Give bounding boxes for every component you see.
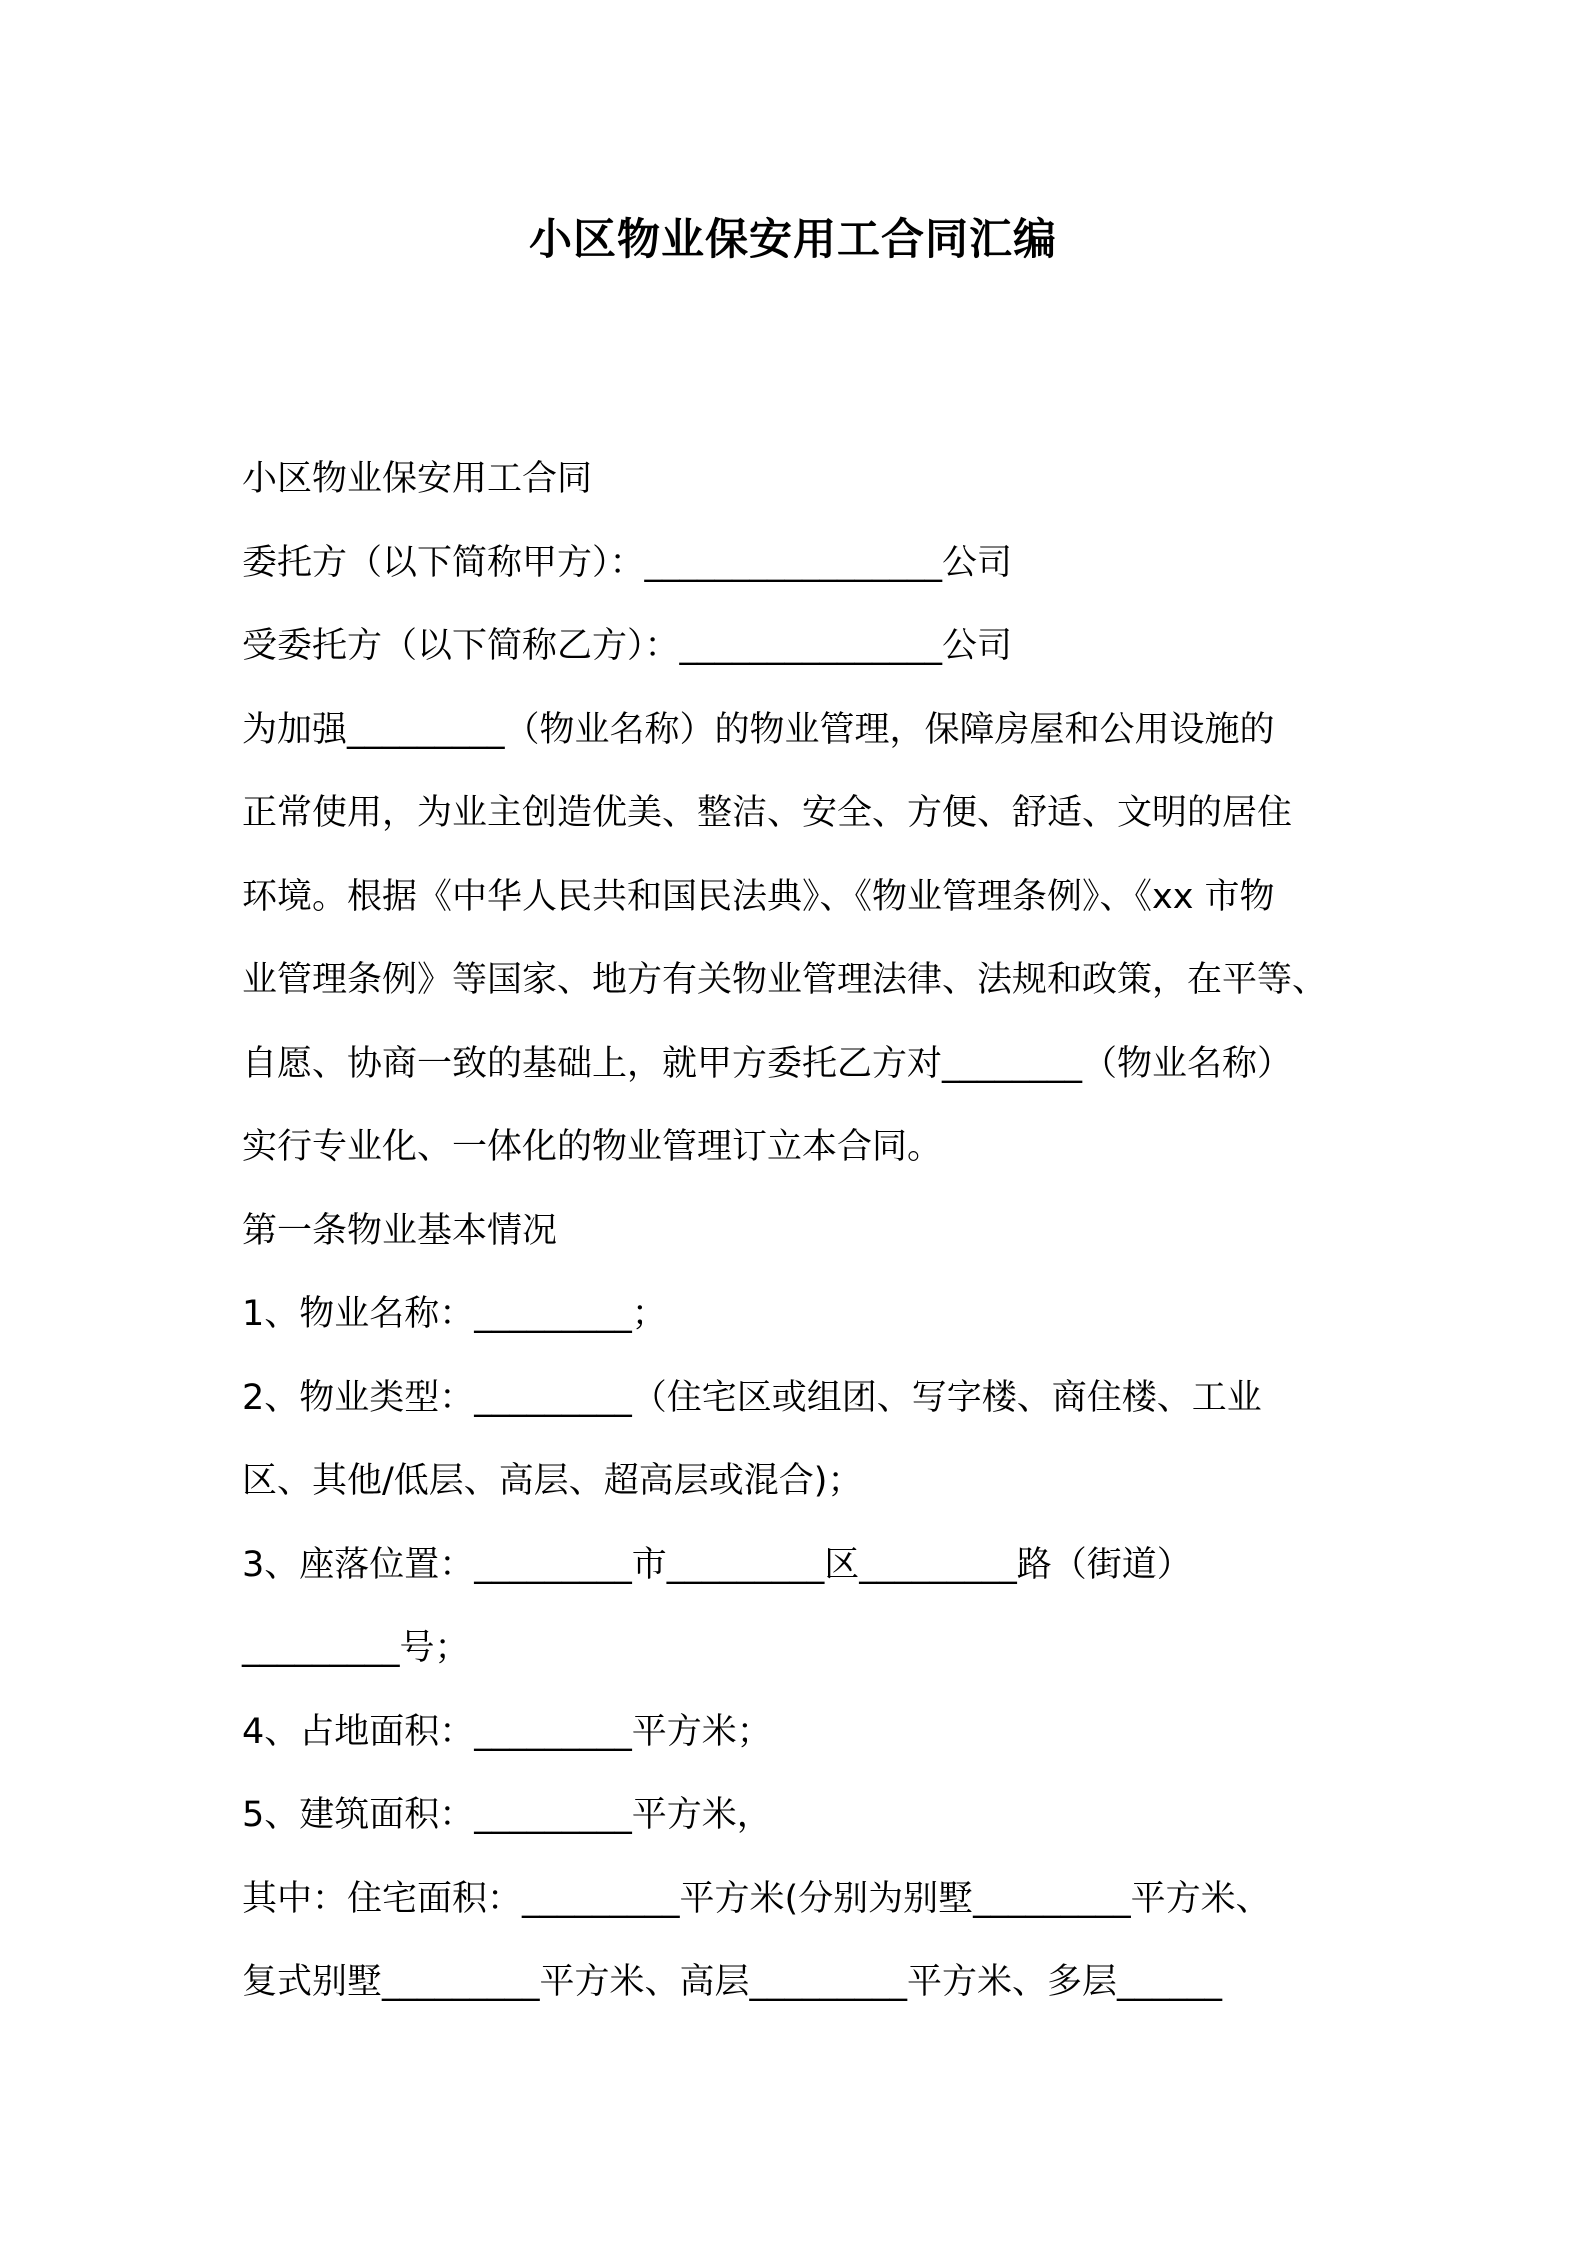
contract-heading: 小区物业保安用工合同 bbox=[242, 459, 593, 499]
item-residential-area: 其中：住宅面积：_________平方米(分别为别墅_________平方米、 bbox=[242, 1879, 1271, 1919]
document-title: 小区物业保安用工合同汇编 bbox=[529, 215, 1057, 265]
item-location-cont: _________号； bbox=[242, 1628, 470, 1668]
preamble-line-5: 自愿、协商一致的基础上，就甲方委托乙方对________（物业名称） bbox=[242, 1044, 1293, 1084]
preamble-line-2: 正常使用，为业主创造优美、整洁、安全、方便、舒适、文明的居住 bbox=[242, 793, 1293, 833]
item-land-area: 4、占地面积：_________平方米； bbox=[242, 1712, 772, 1752]
item-property-name: 1、物业名称：_________； bbox=[242, 1294, 667, 1334]
item-residential-area-cont: 复式别墅_________平方米、高层_________平方米、多层______ bbox=[242, 1962, 1223, 2002]
party-b-line: 受委托方（以下简称乙方）：_______________公司 bbox=[242, 626, 1013, 666]
item-building-area: 5、建筑面积：_________平方米， bbox=[242, 1795, 772, 1835]
preamble-line-6: 实行专业化、一体化的物业管理订立本合同。 bbox=[242, 1127, 943, 1167]
item-property-type-cont: 区、其他/低层、高层、超高层或混合)； bbox=[242, 1461, 863, 1501]
preamble-line-3: 环境。根据《中华人民共和国民法典》、《物业管理条例》、《xx 市物 bbox=[242, 877, 1275, 917]
item-location: 3、座落位置：_________市_________区_________路（街道） bbox=[242, 1545, 1192, 1585]
item-property-type: 2、物业类型：_________（住宅区或组团、写字楼、商住楼、工业 bbox=[242, 1378, 1262, 1418]
preamble-line-1: 为加强_________（物业名称）的物业管理，保障房屋和公用设施的 bbox=[242, 710, 1275, 750]
article-1-heading: 第一条物业基本情况 bbox=[242, 1211, 558, 1251]
party-a-line: 委托方（以下简称甲方）：_________________公司 bbox=[242, 543, 1013, 583]
preamble-line-4: 业管理条例》等国家、地方有关物业管理法律、法规和政策，在平等、 bbox=[242, 960, 1328, 1000]
